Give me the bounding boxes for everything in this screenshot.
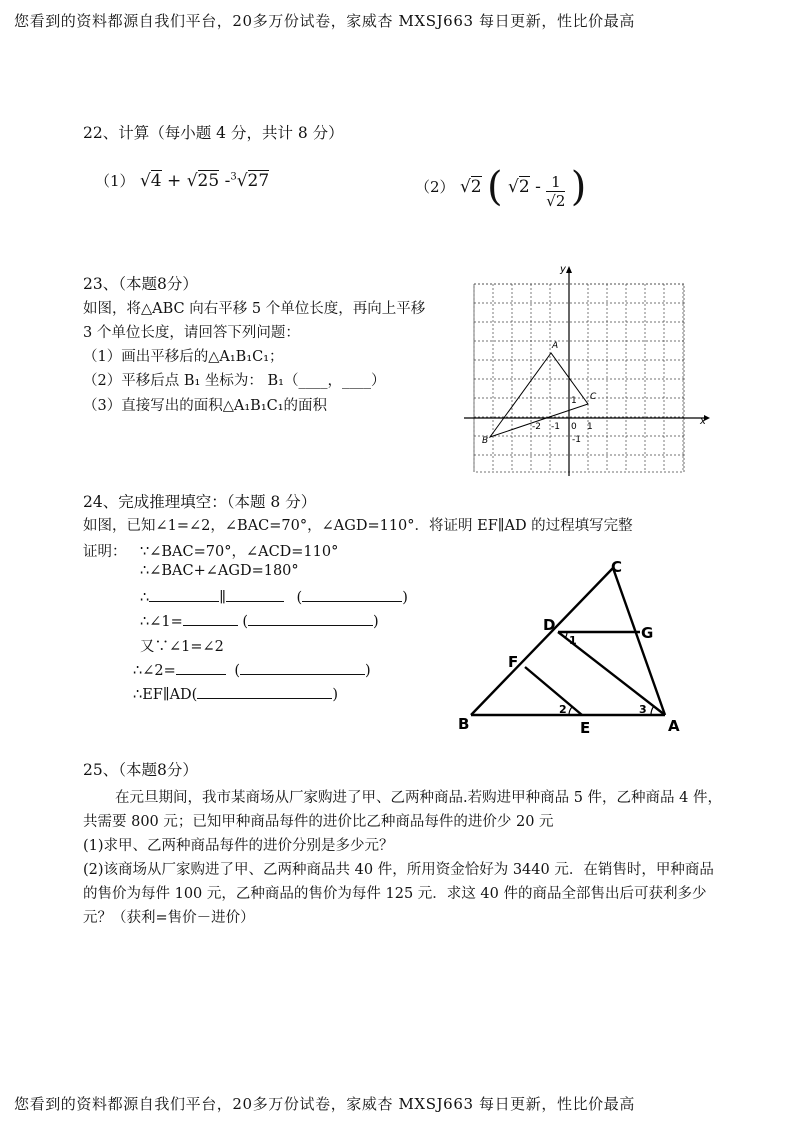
point-c-label: C <box>590 392 597 402</box>
q22-fraction-denominator: 2 <box>555 192 566 210</box>
page-header-banner: 您看到的资料都源自我们平台，20多万份试卷，家威杏 MXSJ663 每日更新，性比价最高 <box>14 12 635 30</box>
page-footer-banner: 您看到的资料都源自我们平台，20多万份试卷，家威杏 MXSJ663 每日更新，性比价最高 <box>14 1095 635 1113</box>
sqrt-icon: √ <box>236 171 248 191</box>
q24-reason-line3[interactable] <box>302 587 402 602</box>
label-g: G <box>641 624 654 642</box>
q23-item1: （1）画出平移后的△A₁B₁C₁； <box>83 349 284 365</box>
sqrt-icon: √ <box>459 177 471 197</box>
angle-3-label: 3 <box>639 703 647 716</box>
q24-intro: 如图，已知∠1=∠2，∠BAC=70°，∠AGD=110°．将证明 EF∥AD 的过程填写完整 <box>83 518 633 534</box>
q22-radicand-1: 4 <box>150 171 162 191</box>
q23-title: 23、（本题8分） <box>83 275 198 293</box>
q22-part2-expression: （2） √2 ( √2 - $\frac{1}{√2}$ ) <box>415 164 587 210</box>
q24-reason-line6[interactable] <box>240 660 365 675</box>
angle-2-label: 2 <box>559 703 567 716</box>
q22-radicand-2: 25 <box>197 171 220 191</box>
y-axis-arrow-icon <box>566 266 572 273</box>
q22-title: 22、计算（每小题 4 分，共计 8 分） <box>83 124 344 142</box>
q24-title: 24、完成推理填空：（本题 8 分） <box>83 493 317 511</box>
label-b: B <box>458 715 470 733</box>
q24-blank-line4[interactable] <box>183 611 238 626</box>
q25-question2: (2)该商场从厂家购进了甲、乙两种商品共 40 件，所用资金恰好为 3440 元．在销售时，甲种商品的售价为每件 100 元，乙种商品的售价为每件 125 元．求这 40 件的商品全部售出后可获利多少元？（获利=售价－进价） <box>83 862 714 926</box>
q24-blank-line6[interactable] <box>176 660 226 675</box>
q25-question1: (1)求甲、乙两种商品每件的进价分别是多少元？ <box>83 838 394 854</box>
q22-fraction-numerator: 1 <box>546 173 565 192</box>
q24-proof-line1: ∵∠BAC=70°，∠ACD=110° <box>140 544 339 560</box>
q24-proof-line2: ∴∠BAC+∠AGD=180° <box>140 563 299 579</box>
q24-l3-parallel: ∥ <box>219 590 226 606</box>
angle-2-arc <box>569 707 572 715</box>
tick-x-1: 1 <box>587 422 593 432</box>
q22-part1-expression: （1） √4 + √25 -$^3$√27 <box>95 171 270 191</box>
q23-line2: 3 个单位长度，请回答下列问题： <box>83 325 300 341</box>
left-paren: ( <box>487 164 503 210</box>
point-a-label: A <box>552 341 559 351</box>
q23-item3: （3）直接写出的面积△A₁B₁C₁的面积 <box>83 398 328 414</box>
q22-part1-label: （1） <box>95 172 135 190</box>
sqrt-icon: √ <box>546 192 556 210</box>
q22-part2-label: （2） <box>415 178 455 196</box>
sqrt-icon: √ <box>508 177 519 197</box>
q24-proof-line7: ∴EF∥AD( ) <box>133 684 338 703</box>
label-a: A <box>668 717 680 735</box>
point-b-label: B <box>482 436 489 446</box>
q23-item2: （2）平移后点 B₁ 坐标为： B₁（____，____） <box>83 373 386 389</box>
q23-coordinate-grid <box>462 262 712 480</box>
sqrt-icon: √ <box>139 171 151 191</box>
q24-triangle-figure <box>455 560 695 740</box>
q24-l3-prefix: ∴ <box>140 590 150 606</box>
q24-reason-line4[interactable] <box>248 611 373 626</box>
q24-l6-prefix: ∴∠2= <box>133 663 176 679</box>
q24-blank-line3-a[interactable] <box>149 587 219 602</box>
segment-cb <box>471 568 613 715</box>
q22-cube-index: 3 <box>230 171 237 183</box>
tick-x-minus1: -1 <box>551 422 560 432</box>
q22-radicand-3: 27 <box>247 171 270 191</box>
q23-line1: 如图，将△ABC 向右平移 5 个单位长度，再向上平移 <box>83 301 426 317</box>
tick-y-minus1: -1 <box>572 435 581 445</box>
right-paren: ) <box>570 164 587 210</box>
q24-l7-prefix: ∴EF∥AD <box>133 687 192 703</box>
angle-1-label: 1 <box>569 634 577 647</box>
q24-proof-line3: ∴ ∥ ( ) <box>140 587 408 606</box>
q24-proof-label: 证明： <box>83 544 127 560</box>
label-c: C <box>611 560 623 576</box>
tick-x-minus2: -2 <box>532 422 541 432</box>
x-axis-label: x <box>700 416 706 427</box>
label-f: F <box>508 653 519 671</box>
sqrt-icon: √ <box>186 171 198 191</box>
q25-title: 25、（本题8分） <box>83 761 198 779</box>
segment-fe <box>525 667 582 715</box>
tick-y-1: 1 <box>571 396 577 406</box>
q24-blank-line3-b[interactable] <box>226 587 284 602</box>
q24-reason-line7[interactable] <box>197 684 332 699</box>
q24-proof-line6: ∴∠2= ( ) <box>133 660 371 679</box>
label-d: D <box>543 616 556 634</box>
q24-proof-line4: ∴∠1= ( ) <box>140 611 379 630</box>
q22-p2-radicand-1: 2 <box>470 177 482 197</box>
segment-ca <box>613 568 665 715</box>
angle-3-arc <box>651 706 654 715</box>
q22-p2-radicand-2: 2 <box>518 177 530 197</box>
y-axis-label: y <box>560 264 566 275</box>
q24-l4-prefix: ∴∠1= <box>140 614 183 630</box>
tick-origin: 0 <box>571 422 577 432</box>
q25-paragraph: 在元旦期间，我市某商场从厂家购进了甲、乙两种商品.若购进甲种商品 5 件，乙种商品 4 件，共需要 800 元；已知甲种商品每件的进价比乙种商品每件的进价少 20 元 <box>83 790 722 830</box>
q22-fraction <box>546 173 565 210</box>
q24-proof-line5: 又∵∠1=∠2 <box>140 639 224 655</box>
label-e: E <box>580 719 591 737</box>
